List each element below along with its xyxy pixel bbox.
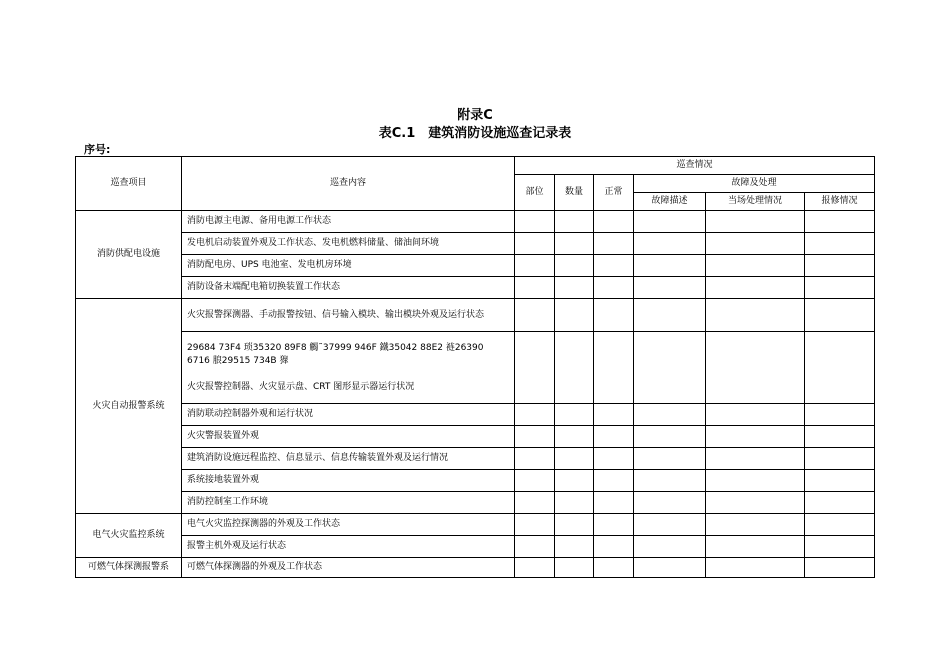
- blank-cell[interactable]: [555, 277, 594, 299]
- header-repair-status: 报修情况: [805, 193, 875, 211]
- blank-cell[interactable]: [555, 492, 594, 514]
- blank-cell[interactable]: [555, 448, 594, 470]
- blank-cell[interactable]: [706, 558, 805, 578]
- header-content: 巡查内容: [182, 157, 515, 211]
- blank-cell[interactable]: [555, 233, 594, 255]
- inspection-content: 可燃气体探测器的外观及工作状态: [182, 558, 515, 578]
- table-row: [76, 558, 875, 578]
- header-quantity: 数量: [555, 175, 594, 211]
- inspection-item: 消防供配电设施: [76, 211, 182, 299]
- blank-cell[interactable]: [805, 536, 875, 558]
- blank-cell[interactable]: [805, 404, 875, 426]
- inspection-content: 系统接地装置外观: [182, 470, 515, 492]
- blank-cell[interactable]: [594, 558, 634, 578]
- blank-cell[interactable]: [515, 233, 555, 255]
- blank-cell[interactable]: [706, 448, 805, 470]
- blank-cell[interactable]: [634, 558, 706, 578]
- blank-cell[interactable]: [706, 470, 805, 492]
- table-row: [76, 277, 875, 299]
- table-row: [76, 470, 875, 492]
- blank-cell[interactable]: [515, 332, 555, 404]
- blank-cell[interactable]: [805, 255, 875, 277]
- blank-cell[interactable]: [634, 404, 706, 426]
- blank-cell[interactable]: [634, 332, 706, 404]
- blank-cell[interactable]: [706, 492, 805, 514]
- blank-cell[interactable]: [594, 492, 634, 514]
- table-row: [76, 448, 875, 470]
- blank-cell[interactable]: [805, 332, 875, 404]
- blank-cell[interactable]: [515, 299, 555, 332]
- inspection-content: 电气火灾监控探测器的外观及工作状态: [182, 514, 515, 536]
- table-row: [76, 211, 875, 233]
- blank-cell[interactable]: [634, 448, 706, 470]
- blank-cell[interactable]: [805, 514, 875, 536]
- blank-cell[interactable]: [594, 536, 634, 558]
- blank-cell[interactable]: [706, 426, 805, 448]
- table-row: [76, 299, 875, 332]
- table-row: [76, 514, 875, 536]
- blank-cell[interactable]: [515, 211, 555, 233]
- blank-cell[interactable]: [555, 332, 594, 404]
- inspection-record-table: [75, 156, 875, 578]
- table-row: [76, 332, 875, 404]
- blank-cell[interactable]: [594, 233, 634, 255]
- blank-cell[interactable]: [706, 299, 805, 332]
- blank-cell[interactable]: [634, 426, 706, 448]
- inspection-content: 消防联动控制器外观和运行状况: [182, 404, 515, 426]
- blank-cell[interactable]: [634, 514, 706, 536]
- blank-cell[interactable]: [634, 211, 706, 233]
- header-onsite-handling: 当场处理情况: [706, 193, 805, 211]
- table-row: [76, 492, 875, 514]
- blank-cell[interactable]: [555, 558, 594, 578]
- blank-cell[interactable]: [515, 277, 555, 299]
- table-row: [76, 404, 875, 426]
- blank-cell[interactable]: [594, 299, 634, 332]
- blank-cell[interactable]: [594, 277, 634, 299]
- blank-cell[interactable]: [634, 299, 706, 332]
- blank-cell[interactable]: [555, 255, 594, 277]
- blank-cell[interactable]: [515, 470, 555, 492]
- header-location: 部位: [515, 175, 555, 211]
- blank-cell[interactable]: [515, 448, 555, 470]
- blank-cell[interactable]: [555, 514, 594, 536]
- blank-cell[interactable]: [594, 211, 634, 233]
- blank-cell[interactable]: [805, 299, 875, 332]
- blank-cell[interactable]: [634, 255, 706, 277]
- table-row: [76, 426, 875, 448]
- blank-cell[interactable]: [594, 255, 634, 277]
- table-row: [76, 536, 875, 558]
- header-item: 巡查项目: [76, 157, 182, 211]
- inspection-content: 消防配电房、UPS 电池室、发电机房环境: [182, 255, 515, 277]
- blank-cell[interactable]: [706, 332, 805, 404]
- blank-cell[interactable]: [555, 536, 594, 558]
- blank-cell[interactable]: [555, 470, 594, 492]
- blank-cell[interactable]: [805, 448, 875, 470]
- header-normal: 正常: [594, 175, 634, 211]
- blank-cell[interactable]: [594, 404, 634, 426]
- blank-cell[interactable]: [634, 492, 706, 514]
- inspection-content: 报警主机外观及运行状态: [182, 536, 515, 558]
- table-row: [76, 233, 875, 255]
- inspection-item: 电气火灾监控系统: [76, 514, 182, 558]
- blank-cell[interactable]: [805, 558, 875, 578]
- blank-cell[interactable]: [515, 404, 555, 426]
- blank-cell[interactable]: [706, 536, 805, 558]
- blank-cell[interactable]: [634, 233, 706, 255]
- inspection-content: 发电机启动装置外观及工作状态、发电机燃料储量、储油间环境: [182, 233, 515, 255]
- blank-cell[interactable]: [706, 211, 805, 233]
- blank-cell[interactable]: [515, 558, 555, 578]
- blank-cell[interactable]: [555, 211, 594, 233]
- inspection-content: 火灾报警探测器、手动报警按钮、信号输入模块、输出模块外观及运行状态: [182, 299, 515, 332]
- blank-cell[interactable]: [634, 470, 706, 492]
- blank-cell[interactable]: [555, 426, 594, 448]
- blank-cell[interactable]: [634, 277, 706, 299]
- blank-cell[interactable]: [555, 404, 594, 426]
- blank-cell[interactable]: [805, 470, 875, 492]
- blank-cell[interactable]: [706, 404, 805, 426]
- serial-number-label: 序号:: [84, 143, 111, 156]
- blank-cell[interactable]: [515, 514, 555, 536]
- table-title: 表C.1 建筑消防设施巡查记录表: [378, 126, 572, 141]
- blank-cell[interactable]: [706, 255, 805, 277]
- header-fault-description: 故障描述: [634, 193, 706, 211]
- blank-cell[interactable]: [555, 299, 594, 332]
- inspection-content: 消防电源主电源、备用电源工作状态: [182, 211, 515, 233]
- blank-cell[interactable]: [805, 492, 875, 514]
- blank-cell[interactable]: [515, 426, 555, 448]
- inspection-content: 消防控制室工作环境: [182, 492, 515, 514]
- blank-cell[interactable]: [515, 492, 555, 514]
- blank-cell[interactable]: [805, 233, 875, 255]
- inspection-item: 可燃气体探测报警系: [76, 558, 182, 578]
- blank-cell[interactable]: [515, 536, 555, 558]
- appendix-title: 附录C: [457, 108, 493, 123]
- blank-cell[interactable]: [594, 514, 634, 536]
- blank-cell[interactable]: [706, 277, 805, 299]
- blank-cell[interactable]: [594, 470, 634, 492]
- blank-cell[interactable]: [706, 233, 805, 255]
- blank-cell[interactable]: [805, 277, 875, 299]
- blank-cell[interactable]: [594, 332, 634, 404]
- header-fault: 故障及处理: [634, 175, 875, 193]
- blank-cell[interactable]: [515, 255, 555, 277]
- blank-cell[interactable]: [594, 426, 634, 448]
- blank-cell[interactable]: [706, 514, 805, 536]
- table-row: [76, 255, 875, 277]
- blank-cell[interactable]: [594, 448, 634, 470]
- header-status: 巡查情况: [515, 157, 875, 175]
- inspection-content: 29684 73F4 琐35320 89F8 觸˜37999 946F 鐵35042 88E2 裢26390 6716 朖29515 734B 獋 火灾报警控制器、火灾显示盘、CRT 图形显示器运行状况: [182, 332, 515, 404]
- inspection-item: 火灾自动报警系统: [76, 299, 182, 514]
- inspection-content: 建筑消防设施远程监控、信息显示、信息传输装置外观及运行情况: [182, 448, 515, 470]
- blank-cell[interactable]: [805, 211, 875, 233]
- inspection-content: 火灾警报装置外观: [182, 426, 515, 448]
- inspection-content: 消防设备末端配电箱切换装置工作状态: [182, 277, 515, 299]
- blank-cell[interactable]: [805, 426, 875, 448]
- blank-cell[interactable]: [634, 536, 706, 558]
